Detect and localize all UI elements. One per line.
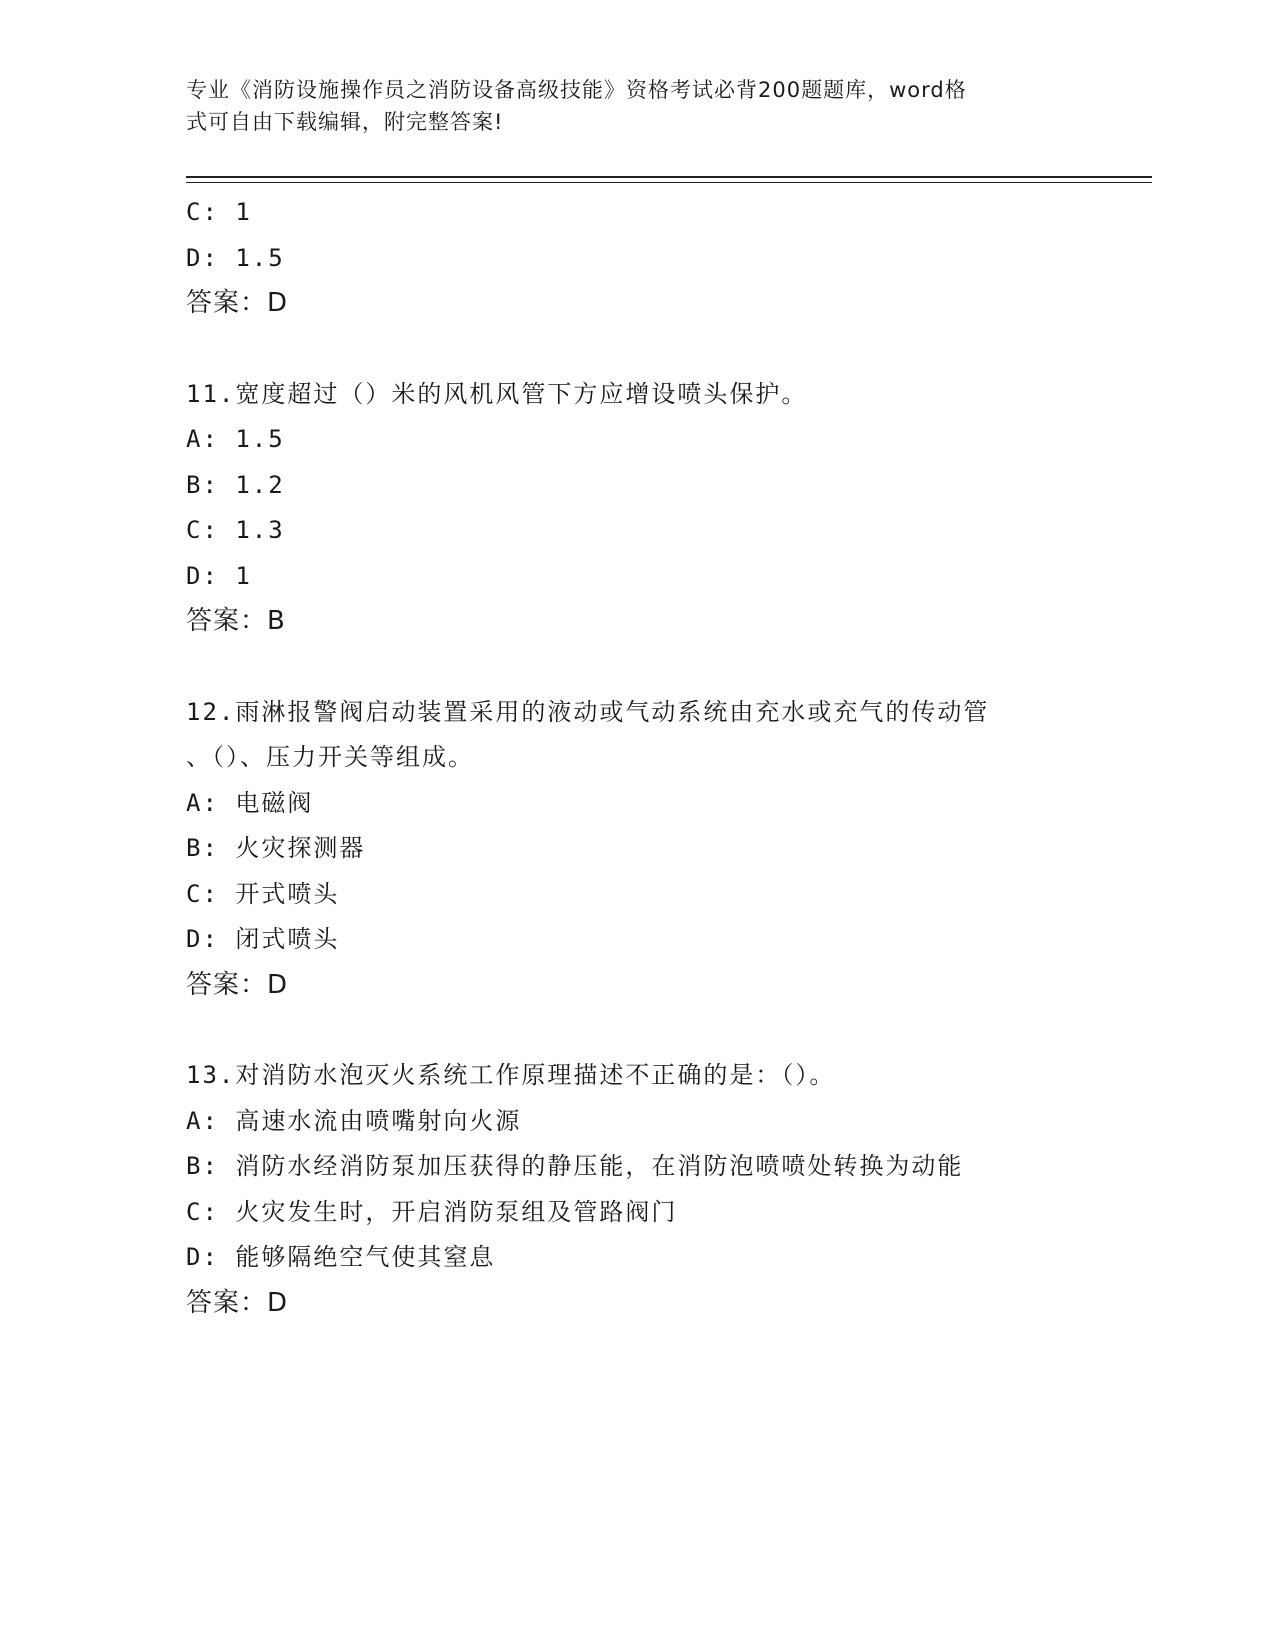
header-line-2: 式可自由下载编辑，附完整答案! — [186, 110, 504, 134]
question-list — [186, 190, 1086, 1326]
spacer — [186, 1008, 1086, 1053]
option-b: B: 1.2 — [186, 470, 285, 499]
option-c: C: 1 — [186, 198, 252, 226]
answer: 答案：B — [186, 606, 286, 636]
answer: 答案：D — [186, 1287, 289, 1318]
option-d: D: 1.5 — [186, 243, 285, 272]
option-c: C: 1.3 — [186, 516, 285, 544]
header-line-1: 专业《消防设施操作员之消防设备高级技能》资格考试必背200题题库，word格 — [186, 78, 967, 102]
document-header — [186, 74, 1066, 138]
option-d: D: 闭式喷头 — [186, 925, 340, 953]
question-text-continued: 、（）、压力开关等组成。 — [186, 743, 474, 771]
question-12 — [186, 690, 1086, 1009]
option-a: A: 高速水流由喷嘴射向火源 — [186, 1106, 522, 1135]
option-d: D: 1 — [186, 561, 252, 590]
option-b: B: 火灾探测器 — [186, 834, 366, 862]
spacer — [186, 327, 1086, 372]
question-text: 12.雨淋报警阀启动装置采用的液动或气动系统由充水或充气的传动管 — [186, 697, 990, 726]
option-a: A: 电磁阀 — [186, 788, 314, 817]
answer: 答案：D — [186, 969, 289, 1000]
option-d: D: 能够隔绝空气使其窒息 — [186, 1243, 496, 1271]
option-b: B: 消防水经消防泵加压获得的静压能，在消防泡喷喷处转换为动能 — [186, 1152, 964, 1180]
answer: 答案：D — [186, 288, 289, 318]
question-11 — [186, 372, 1086, 645]
header-rule-thin — [186, 182, 1152, 183]
question-text: 13.对消防水泡灭火系统工作原理描述不正确的是：（）。 — [186, 1061, 836, 1089]
option-c: C: 开式喷头 — [186, 879, 340, 908]
option-c: C: 火灾发生时，开启消防泵组及管路阀门 — [186, 1197, 678, 1226]
question-text: 11.宽度超过（）米的风机风管下方应增设喷头保护。 — [186, 379, 808, 408]
question-13 — [186, 1053, 1086, 1326]
header-rule-thick — [186, 176, 1152, 178]
option-a: A: 1.5 — [186, 425, 285, 453]
spacer — [186, 645, 1086, 690]
